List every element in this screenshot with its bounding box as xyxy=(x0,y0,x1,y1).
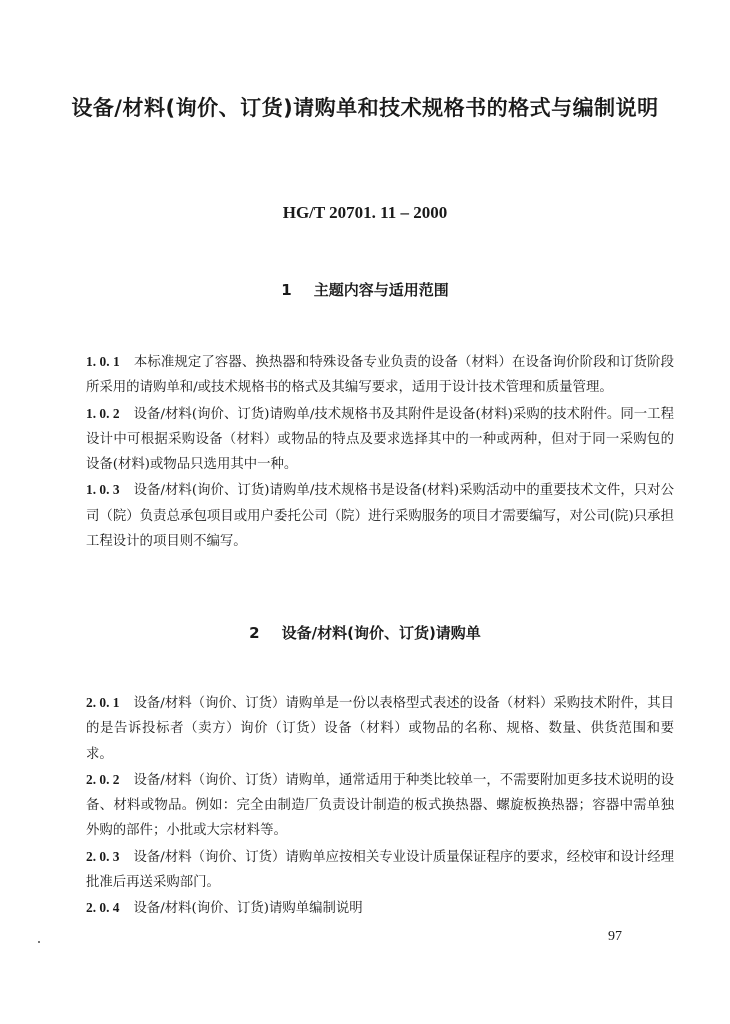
clause-number: 1. 0. 1 xyxy=(86,354,120,369)
clause-1-0-3 xyxy=(86,477,674,554)
section-title: 主题内容与适用范围 xyxy=(313,281,449,299)
clause-text: 设备/材料（询价、订货）请购单是一份以表格型式表述的设备（材料）采购技术附件，其目的是告诉投标者（卖方）询价（订货）设备（材料）或物品的名称、规格、数量、供货范围和要求。 xyxy=(86,696,674,762)
scan-speck xyxy=(38,941,40,943)
standard-code: HG/T 20701. 11 – 2000 xyxy=(282,203,448,222)
clause-text: 设备/材料（询价、订货）请购单，通常适用于种类比较单一，不需要附加更多技术说明的设备、材料或物品。例如：完全由制造厂负责设计制造的板式换热器、螺旋板换热器；容器中需单独外购的部件；小批或大宗材料等。 xyxy=(86,772,674,839)
section-title: 设备/材料(询价、订货)请购单 xyxy=(281,624,481,642)
page-number: 97 xyxy=(608,929,622,944)
section-1-body xyxy=(86,349,674,554)
section-heading-1 xyxy=(0,279,730,300)
clause-text: 本标准规定了容器、换热器和特殊设备专业负责的设备（材料）在设备询价阶段和订货阶段所采用的请购单和/或技术规格书的格式及其编写要求，适用于设计技术管理和质量管理。 xyxy=(86,355,674,396)
clause-2-0-4 xyxy=(86,895,674,921)
section-2-body xyxy=(86,690,674,922)
section-number: 1 xyxy=(281,281,292,299)
section-heading-2 xyxy=(0,622,730,643)
document-title: 设备/材料(询价、订货)请购单和技术规格书的格式与编制说明 xyxy=(71,96,659,120)
clause-number: 1. 0. 3 xyxy=(86,482,120,498)
clause-text: 设备/材料(询价、订货)请购单/技术规格书是设备(材料)采购活动中的重要技术文件，只对公司（院）负责总承包项目或用户委托公司（院）进行采购服务的项目才需要编写，对公司(院)只承担工程设计的项目则不编写。 xyxy=(86,483,674,550)
clause-text: 设备/材料（询价、订货）请购单应按相关专业设计质量保证程序的要求，经校审和设计经理批准后再送采购部门。 xyxy=(86,849,674,891)
clause-text: 设备/材料(询价、订货)请购单编制说明 xyxy=(133,901,363,917)
clause-number: 2. 0. 1 xyxy=(86,695,120,710)
clause-2-0-2 xyxy=(86,767,674,844)
section-number: 2 xyxy=(249,624,260,642)
clause-1-0-1 xyxy=(86,349,674,401)
clause-number: 1. 0. 2 xyxy=(86,405,120,421)
clause-2-0-3 xyxy=(86,844,674,896)
clause-number: 2. 0. 4 xyxy=(86,900,120,916)
clause-number: 2. 0. 2 xyxy=(86,771,120,787)
clause-1-0-2 xyxy=(86,401,674,478)
clause-2-0-1 xyxy=(86,690,674,767)
clause-number: 2. 0. 3 xyxy=(86,848,120,864)
clause-text: 设备/材料(询价、订货)请购单/技术规格书及其附件是设备(材料)采购的技术附件。同一工程设计中可根据采购设备（材料）或物品的特点及要求选择其中的一种或两种，但对于同一采购包的设备(材料)或物品只选用其中一种。 xyxy=(86,406,674,473)
